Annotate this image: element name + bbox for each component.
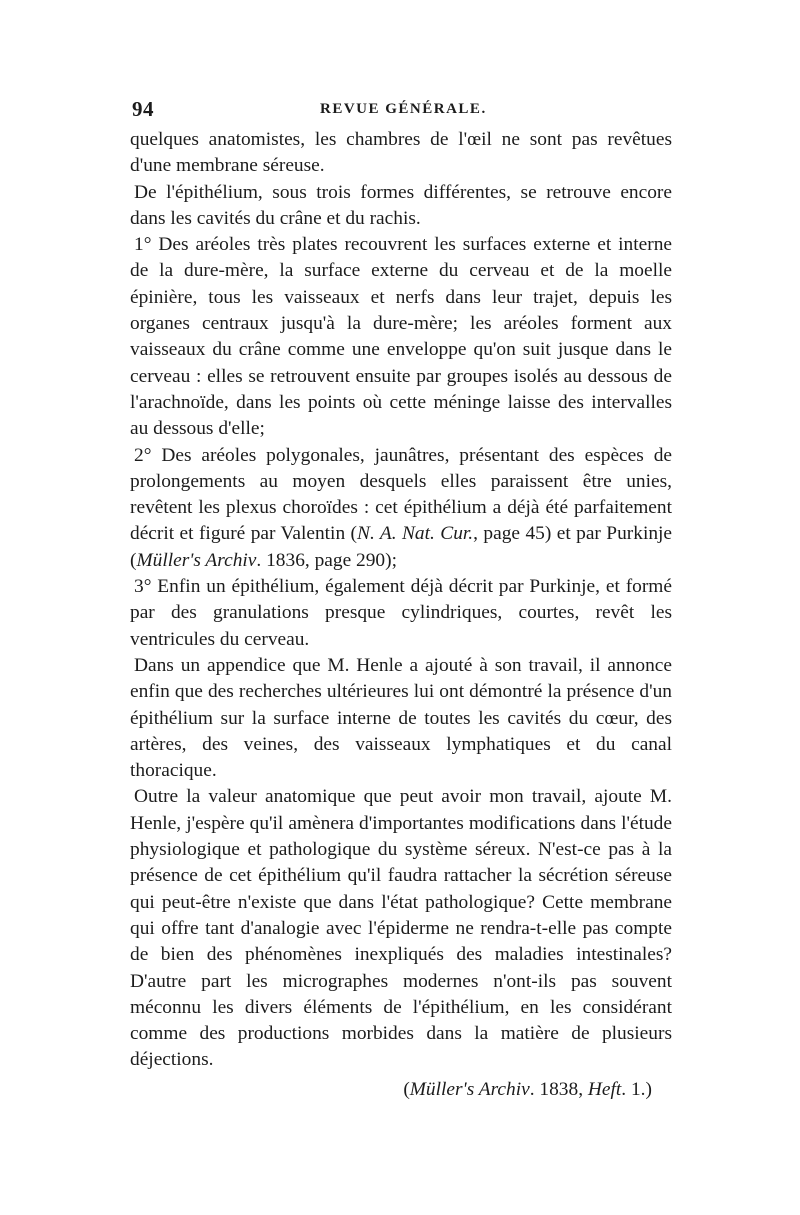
italic-reference: Müller's Archiv	[136, 549, 257, 571]
text-run: De l'épithélium, sous trois formes différentes, se retrouve encore dans les cavités du crâne et du rachis.	[130, 181, 672, 229]
text-run: quelques anatomistes, les chambres de l'œil ne sont pas revêtues d'une membrane séreuse.	[130, 129, 672, 177]
paragraph	[130, 443, 672, 574]
book-page	[130, 97, 672, 1103]
text-run: , page 45) et par Purkinje (	[130, 523, 673, 571]
text-run: Dans un appendice que M. Henle a ajouté à son travail, il annonce enfin que des recherches ultérieures lui ont démontré la présence d'un épithélium sur la surface interne de toutes les cavités du cœur, des artères, des veines, des vaisseaux lymphatiques et du canal thoracique.	[130, 654, 672, 782]
citation-source: Müller's Archiv	[409, 1078, 530, 1100]
italic-reference: N. A. Nat. Cur.	[357, 523, 474, 545]
text-run: 3° Enfin un épithélium, également déjà décrit par Purkinje, et formé par des granulations presque cylindriques, courtes, revêt les ventricules du cerveau.	[130, 576, 672, 650]
citation-heft: Heft	[587, 1078, 622, 1100]
text-run: Outre la valeur anatomique que peut avoir mon travail, ajoute M. Henle, j'espère qu'il amènera d'importantes modifications dans l'étude physiologique et pathologique du système séreux. N'est-ce pas à la présence de cet épithélium qu'il faudra rattacher la sécrétion séreuse qui peut-être n'existe que dans l'état pathologique? Cette membrane qui offre tant d'analogie avec l'épiderme ne rendra-t-elle pas compte de bien des phénomènes inexpliqués des maladies intestinales? D'autre part les micrographes modernes n'ont-ils pas souvent méconnu les divers éléments de l'épithélium, en les considérant comme des productions morbides dans la matière de plusieurs déjections.	[130, 786, 672, 1071]
paragraph	[130, 574, 672, 653]
paragraph	[130, 232, 672, 442]
paragraph	[130, 180, 672, 233]
citation-issue: . 1.	[621, 1078, 646, 1100]
citation-open-paren: (	[403, 1078, 410, 1100]
page-header	[130, 97, 672, 125]
text-run: 2° Des aréoles polygonales, jaunâtres, présentant des espèces de prolongements au moyen desquels elles paraissent être unies, revêtent les plexus choroïdes : cet épithélium a déjà été parfaitement décrit et figuré par Valentin (	[130, 444, 672, 545]
paragraph	[130, 653, 672, 784]
page-number: 94	[132, 97, 154, 121]
text-run: . 1836, page 290);	[256, 549, 397, 571]
citation-year: . 1838,	[529, 1078, 588, 1100]
text-run: 1° Des aréoles très plates recouvrent les surfaces externe et interne de la dure-mère, la surface externe du cerveau et de la moelle épinière, tous les vaisseaux et nerfs dans leur trajet, depuis les organes centraux jusqu'à la dure-mère; les aréoles forment aux vaisseaux du crâne comme une enveloppe qu'on suit jusque dans le cerveau : elles se retrouvent ensuite par groupes isolés au dessous de l'arachnoïde, dans les points où cette méninge laisse des intervalles au dessous d'elle;	[130, 234, 672, 440]
source-citation	[130, 1077, 672, 1103]
running-head: REVUE GÉNÉRALE.	[320, 101, 487, 117]
paragraph	[130, 127, 672, 180]
citation-close-paren: )	[645, 1078, 652, 1100]
paragraph	[130, 784, 672, 1073]
body-text	[130, 127, 672, 1074]
